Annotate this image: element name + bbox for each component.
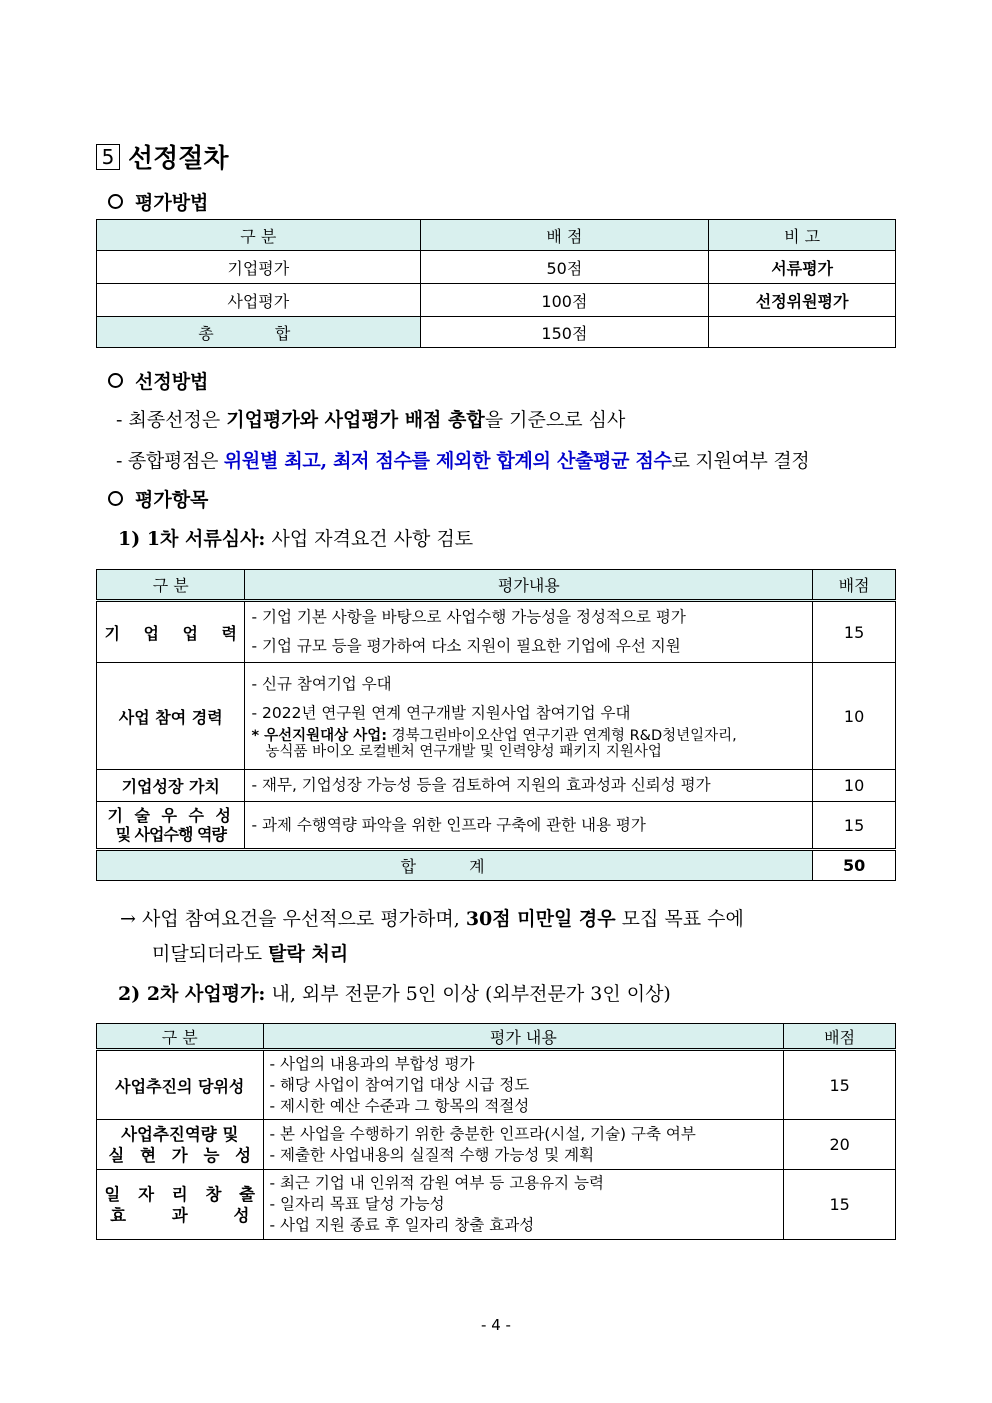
category-cell: 사업 참여 경력 xyxy=(97,663,245,770)
content-item: - 과제 수행역량 파악을 위한 인프라 구축에 관한 내용 평가 xyxy=(251,815,646,834)
content-cell xyxy=(263,1050,784,1120)
category-cell: 사업추진역량 및 실 현 가 능 성 xyxy=(97,1120,264,1170)
table-row xyxy=(97,601,896,663)
content-item: - 2022년 연구원 연계 연구개발 지원사업 참여기업 우대 xyxy=(251,703,631,722)
content-item: - 기업 기본 사항을 바탕으로 사업수행 가능성을 정성적으로 평가 xyxy=(251,608,686,626)
content-item: - 제시한 예산 수준과 그 항목의 적절성 xyxy=(269,1096,530,1115)
score-cell: 10 xyxy=(813,770,896,802)
content-item: - 사업 지원 종료 후 일자리 창출 효과성 xyxy=(269,1216,535,1234)
score-cell: 15 xyxy=(784,1170,896,1240)
content-item: - 일자리 목표 달성 가능성 xyxy=(269,1195,445,1213)
eval-method-heading xyxy=(108,188,208,215)
score-cell: 50점 xyxy=(420,251,709,284)
note-cell: 선정위원평가 xyxy=(709,284,896,317)
content-item: - 사업의 내용과의 부합성 평가 xyxy=(269,1054,475,1073)
category-cell: 기업성장 가치 xyxy=(97,770,245,802)
page-number: - 4 - xyxy=(481,1316,511,1334)
score-cell: 15 xyxy=(784,1050,896,1120)
category-cell: 사업추진의 당위성 xyxy=(97,1050,264,1120)
table-header-row xyxy=(97,570,896,601)
total-row xyxy=(97,850,896,881)
score-cell: 10 xyxy=(813,663,896,770)
header-cell: 평가내용 xyxy=(245,570,813,601)
total-score: 50 xyxy=(813,850,896,881)
content-item: - 재무, 기업성장 가능성 등을 검토하여 지원의 효과성과 신뢰성 평가 xyxy=(251,776,711,794)
table-header-row xyxy=(97,1024,896,1050)
category-cell: 사업평가 xyxy=(97,284,421,317)
selection-method-heading xyxy=(108,367,208,394)
eval-method-heading-text: 평가방법 xyxy=(135,192,209,214)
content-item: - 해당 사업이 참여기업 대상 시급 정도 xyxy=(269,1075,530,1094)
category-cell: 기 업 업 력 xyxy=(97,601,245,663)
total-label: 합 계 xyxy=(97,850,813,881)
table-row xyxy=(97,251,896,284)
total-label: 총 합 xyxy=(97,317,421,348)
eval-method-table xyxy=(96,219,896,348)
category-cell: 기 술 우 수 성 및 사업수행 역량 xyxy=(97,802,245,850)
eval-items-heading-text: 평가항목 xyxy=(135,489,209,511)
first-review-title: 1) 1차 서류심사: 사업 자격요건 사항 검토 xyxy=(118,528,474,550)
content-cell xyxy=(263,1120,784,1170)
selection-line-1: - 최종선정은 기업평가와 사업평가 배점 총합을 기준으로 심사 xyxy=(116,409,626,431)
selection-line-2: - 종합평점은 위원별 최고, 최저 점수를 제외한 합계의 산출평균 점수로 지원여부 결정 xyxy=(116,450,810,472)
score-cell: 15 xyxy=(813,601,896,663)
header-cell: 배점 xyxy=(813,570,896,601)
table-row xyxy=(97,1050,896,1120)
content-item: - 기업 규모 등을 평가하여 다소 지원이 필요한 기업에 우선 지원 xyxy=(251,637,681,655)
arrow-note-line-2: 미달되더라도 탈락 처리 xyxy=(152,943,349,965)
eval-items-heading xyxy=(108,485,208,512)
table-row xyxy=(97,284,896,317)
first-review-table xyxy=(96,569,896,881)
circle-bullet-icon xyxy=(108,373,123,388)
header-cell: 배 점 xyxy=(420,220,709,251)
second-review-table xyxy=(96,1023,896,1240)
circle-bullet-icon xyxy=(108,194,123,209)
priority-note: * 우선지원대상 사업: 경북그린바이오산업 연구기관 연계형 R&D청년일자리, xyxy=(251,727,737,744)
score-cell: 15 xyxy=(813,802,896,850)
table-row xyxy=(97,663,896,770)
circle-bullet-icon xyxy=(108,491,123,506)
priority-note-line2: 농식품 바이오 로컬벤처 연구개발 및 인력양성 패키지 지원사업 xyxy=(265,743,662,760)
header-cell: 구 분 xyxy=(97,1024,264,1050)
content-cell xyxy=(245,802,813,850)
score-cell: 20 xyxy=(784,1120,896,1170)
content-cell xyxy=(263,1170,784,1240)
section-number: 5 xyxy=(96,144,120,170)
total-note xyxy=(709,317,896,348)
content-cell xyxy=(245,663,813,770)
content-cell xyxy=(245,770,813,802)
table-header-row xyxy=(97,220,896,251)
total-row xyxy=(97,317,896,348)
selection-method-heading-text: 선정방법 xyxy=(135,371,209,393)
header-cell: 평가 내용 xyxy=(263,1024,784,1050)
category-cell: 기업평가 xyxy=(97,251,421,284)
table-row xyxy=(97,1170,896,1240)
header-cell: 구 분 xyxy=(97,220,421,251)
table-row xyxy=(97,1120,896,1170)
total-score: 150점 xyxy=(420,317,709,348)
header-cell: 비 고 xyxy=(709,220,896,251)
score-cell: 100점 xyxy=(420,284,709,317)
content-item: - 신규 참여기업 우대 xyxy=(251,674,392,693)
table-row xyxy=(97,770,896,802)
content-item: - 최근 기업 내 인위적 감원 여부 등 고용유지 능력 xyxy=(269,1174,604,1192)
section-title: 선정절차 xyxy=(128,144,229,174)
note-cell: 서류평가 xyxy=(709,251,896,284)
content-cell xyxy=(245,601,813,663)
second-review-title: 2) 2차 사업평가: 내, 외부 전문가 5인 이상 (외부전문가 3인 이상) xyxy=(118,983,671,1005)
table-row xyxy=(97,802,896,850)
content-item: - 본 사업을 수행하기 위한 충분한 인프라(시설, 기술) 구축 여부 xyxy=(269,1124,696,1143)
section-heading xyxy=(96,138,228,175)
arrow-note-line-1: → 사업 참여요건을 우선적으로 평가하며, 30점 미만일 경우 모집 목표 수에 xyxy=(120,908,744,930)
category-cell: 일 자 리 창 출 효 과 성 xyxy=(97,1170,264,1240)
header-cell: 배점 xyxy=(784,1024,896,1050)
content-item: - 제출한 사업내용의 실질적 수행 가능성 및 계획 xyxy=(269,1145,595,1164)
header-cell: 구 분 xyxy=(97,570,245,601)
